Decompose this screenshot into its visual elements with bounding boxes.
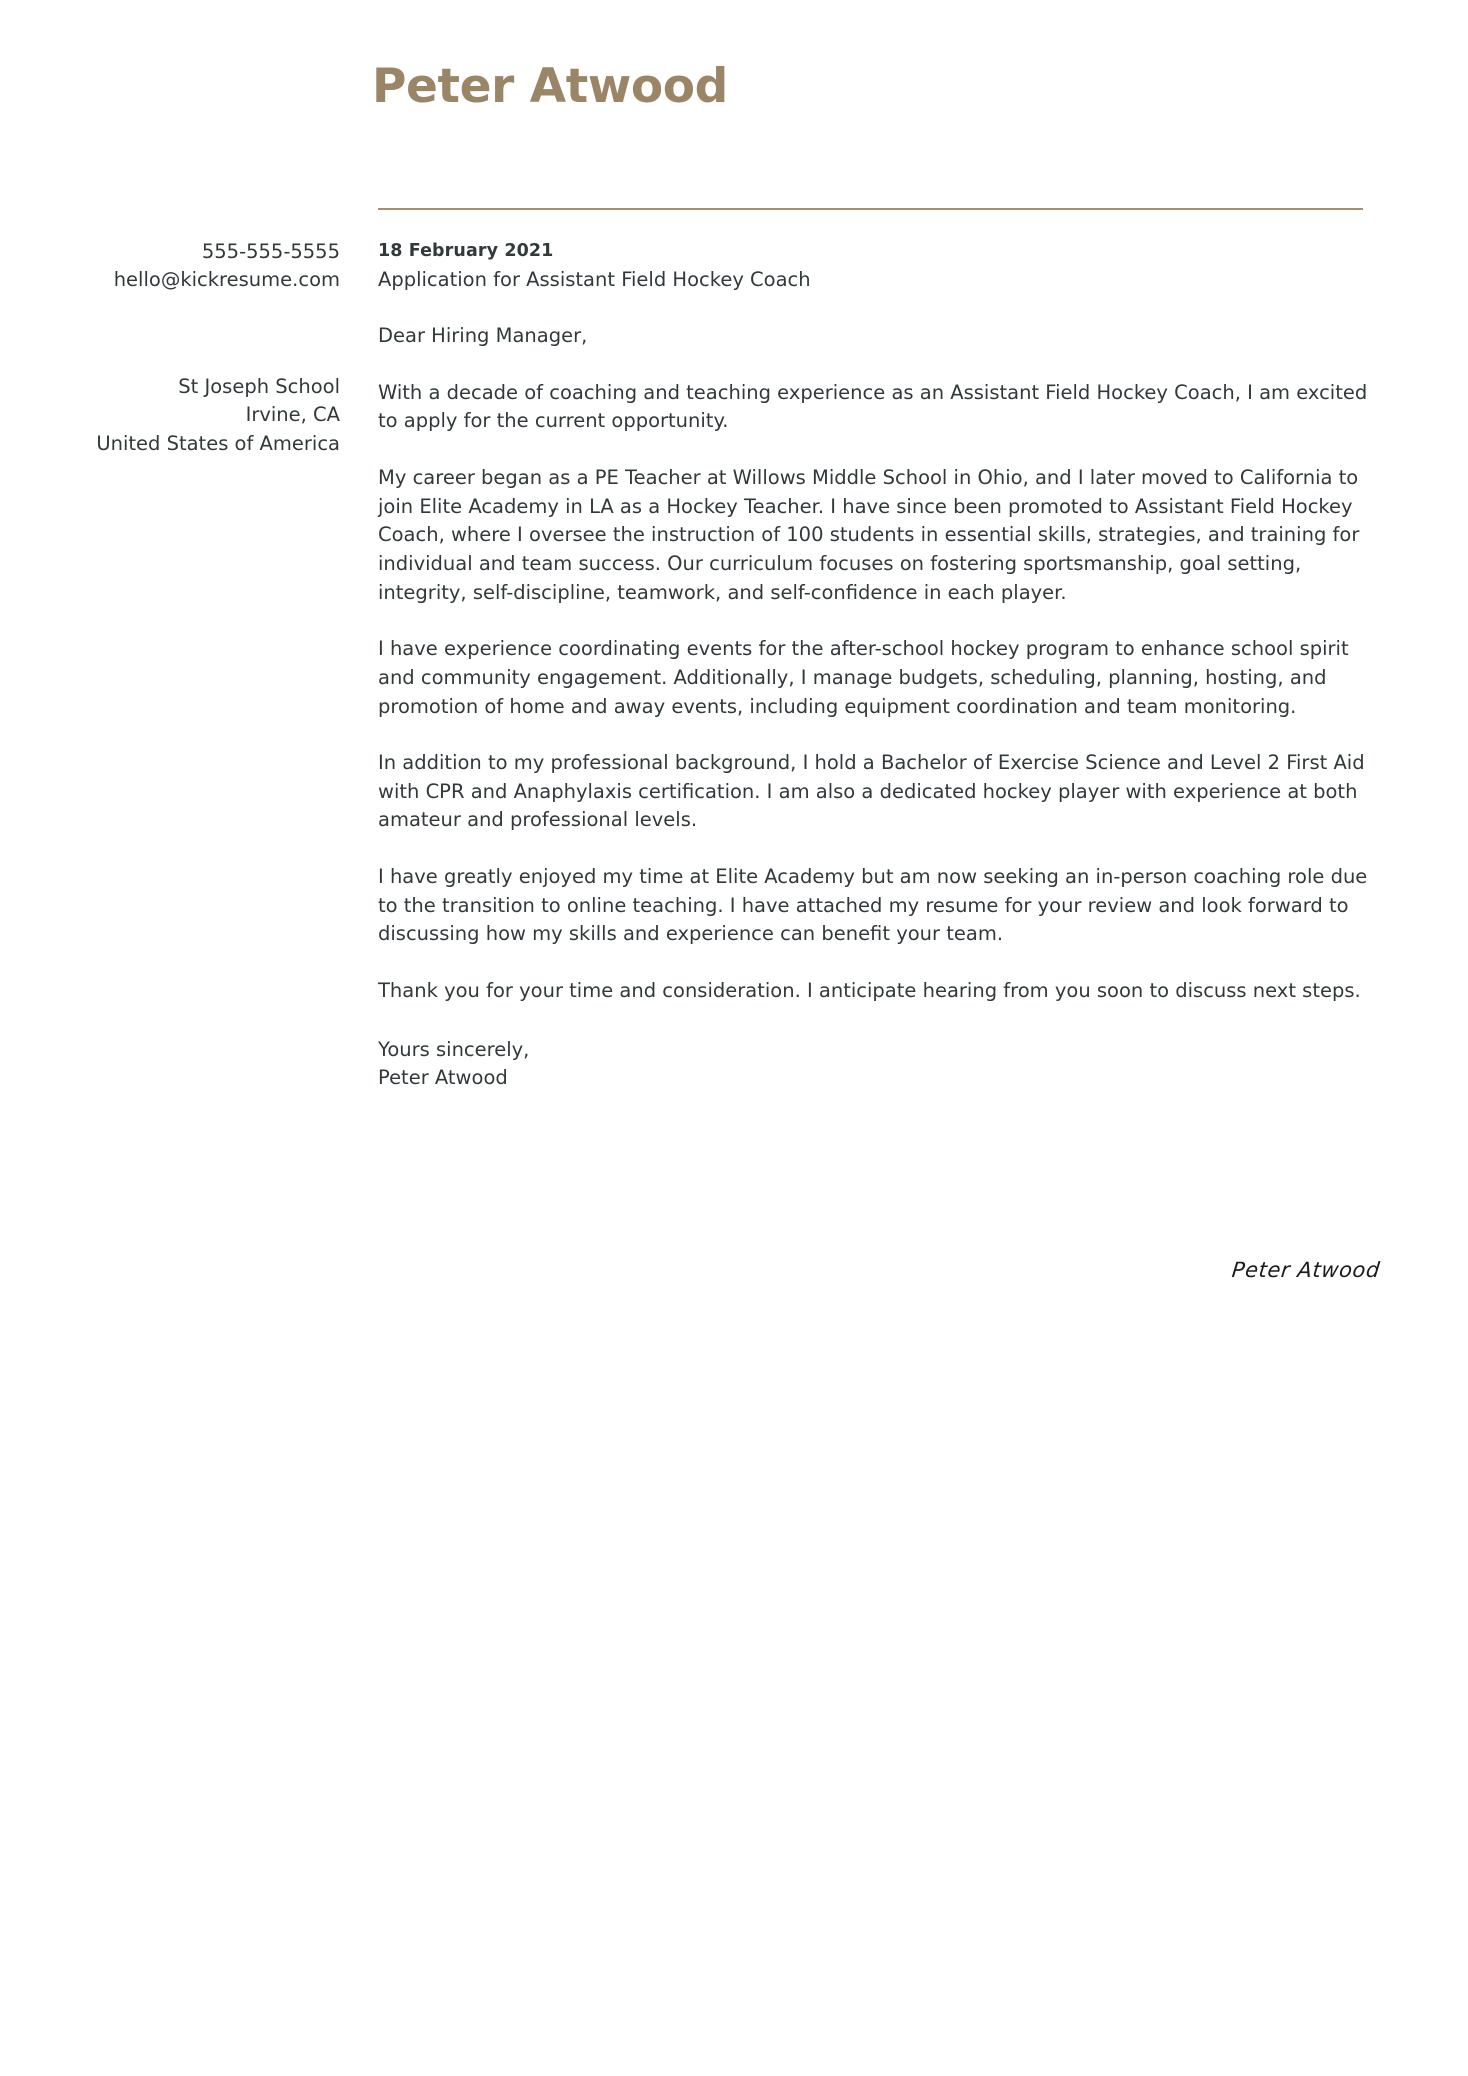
closing-name: Peter Atwood xyxy=(378,1066,508,1090)
handwritten-signature: Peter Atwood xyxy=(1230,1258,1382,1282)
recipient-address xyxy=(0,373,340,458)
header-divider xyxy=(378,208,1363,210)
letter-paragraph: Thank you for your time and consideration. I anticipate hearing from you soon to discuss next steps. xyxy=(378,979,1361,1003)
contact-sidebar xyxy=(0,238,340,458)
closing-phrase: Yours sincerely, xyxy=(378,1037,530,1061)
letter-closing xyxy=(378,1036,1380,1093)
letter-paragraph: My career began as a PE Teacher at Willows Middle School in Ohio, and I later moved to California to join Elite Academy in LA as a Hockey Teacher. I have since been promoted to Assistant Field Hockey Coach, where I oversee the instruction of 100 students in essential skills, strategies, and training for individual and team success. Our curriculum focuses on fostering sportsmanship, goal setting, integrity, self-discipline, teamwork, and self-confidence in each player. xyxy=(378,465,1360,604)
address-city-state: Irvine, CA xyxy=(245,403,340,427)
letter-paragraph: With a decade of coaching and teaching experience as an Assistant Field Hockey Coach, I am excited to apply for the current opportunity. xyxy=(378,380,1368,433)
letter-paragraph: I have experience coordinating events for the after-school hockey program to enhance school spirit and community engagement. Additionally, I manage budgets, scheduling, planning, hosting, and promotion of home and away events, including equipment coordination and team monitoring. xyxy=(378,637,1349,718)
contact-email[interactable]: hello@kickresume.com xyxy=(113,268,340,292)
contact-phone[interactable]: 555-555-5555 xyxy=(201,240,340,263)
address-organization: St Joseph School xyxy=(178,374,340,398)
contact-details xyxy=(0,238,340,295)
letter-salutation: Dear Hiring Manager, xyxy=(378,323,588,347)
letter-subject: Application for Assistant Field Hockey Coach xyxy=(378,268,811,292)
letter-header xyxy=(0,0,1468,114)
signature-area xyxy=(0,1258,1380,1282)
address-country: United States of America xyxy=(96,431,340,455)
page-title: Peter Atwood xyxy=(372,59,728,114)
letter-paragraph: I have greatly enjoyed my time at Elite Academy but am now seeking an in-person coaching role due to the transition to online teaching. I have attached my resume for your review and look forward to discussing how my skills and experience can benefit your team. xyxy=(378,865,1368,946)
letter-body-columns xyxy=(0,238,1468,1093)
letter-content xyxy=(340,238,1468,1093)
letter-paragraph: In addition to my professional background, I hold a Bachelor of Exercise Science and Level 2 First Aid with CPR and Anaphylaxis certification. I am also a dedicated hockey player with experience at both amateur and professional levels. xyxy=(378,751,1365,832)
letter-date: 18 February 2021 xyxy=(378,241,554,261)
